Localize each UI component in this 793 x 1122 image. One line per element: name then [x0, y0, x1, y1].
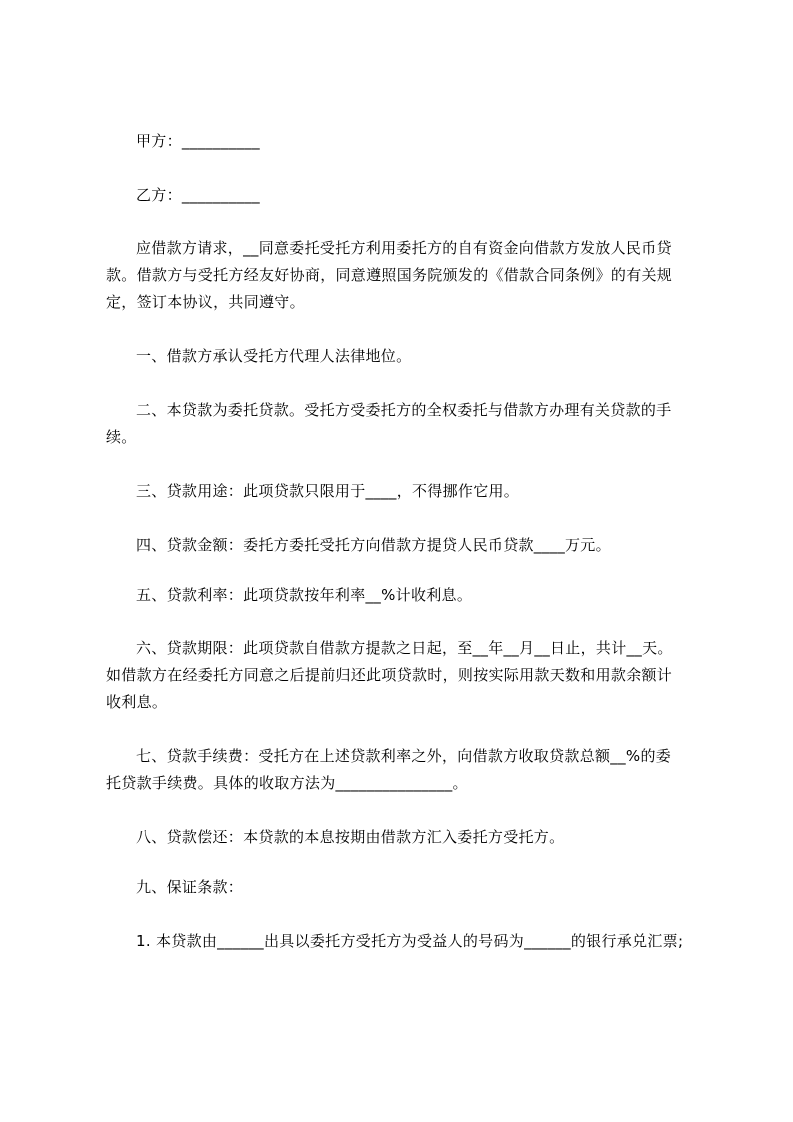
clause-5: 五、贷款利率：此项贷款按年利率__%计收利息。: [136, 586, 473, 604]
clause-6-line-3: 收利息。: [106, 693, 168, 711]
preamble-line-1: 应借款方请求，__同意委托受托方利用委托方的自有资金向借款方发放人民币贷: [136, 239, 672, 257]
clause-3: 三、贷款用途：此项贷款只限用于____，不得挪作它用。: [136, 482, 520, 500]
clause-6-line-1: 六、贷款期限：此项贷款自借款方提款之日起，至__年__月__日止，共计__天。: [136, 639, 673, 657]
clause-1: 一、借款方承认受托方代理人法律地位。: [136, 347, 412, 365]
party-b-line: 乙方：__________: [136, 186, 260, 204]
clause-8: 八、贷款偿还：本贷款的本息按期由借款方汇入委托方受托方。: [136, 828, 565, 846]
clause-7-line-2: 托贷款手续费。具体的收取方法为_______________。: [106, 774, 468, 792]
clause-9: 九、保证条款：: [136, 878, 244, 896]
clause-4: 四、贷款金额：委托方委托受托方向借款方提贷人民币贷款____万元。: [136, 536, 611, 554]
clause-2-line-2: 续。: [106, 428, 137, 446]
clause-9-item-1: 1. 本贷款由______出具以委托方受托方为受益人的号码为______的银行承兑汇票;: [136, 932, 684, 950]
clause-6-line-2: 如借款方在经委托方同意之后提前归还此项贷款时，则按实际用款天数和用款余额计: [106, 666, 673, 684]
clause-7-line-1: 七、贷款手续费：受托方在上述贷款利率之外，向借款方收取贷款总额__%的委: [136, 747, 672, 765]
preamble-line-3: 定，签订本协议，共同遵守。: [106, 293, 305, 311]
clause-2-line-1: 二、本贷款为委托贷款。受托方受委托方的全权委托与借款方办理有关贷款的手: [136, 401, 672, 419]
preamble-line-2: 款。借款方与受托方经友好协商，同意遵照国务院颁发的《借款合同条例》的有关规: [106, 266, 673, 284]
party-a-line: 甲方：__________: [136, 132, 260, 150]
